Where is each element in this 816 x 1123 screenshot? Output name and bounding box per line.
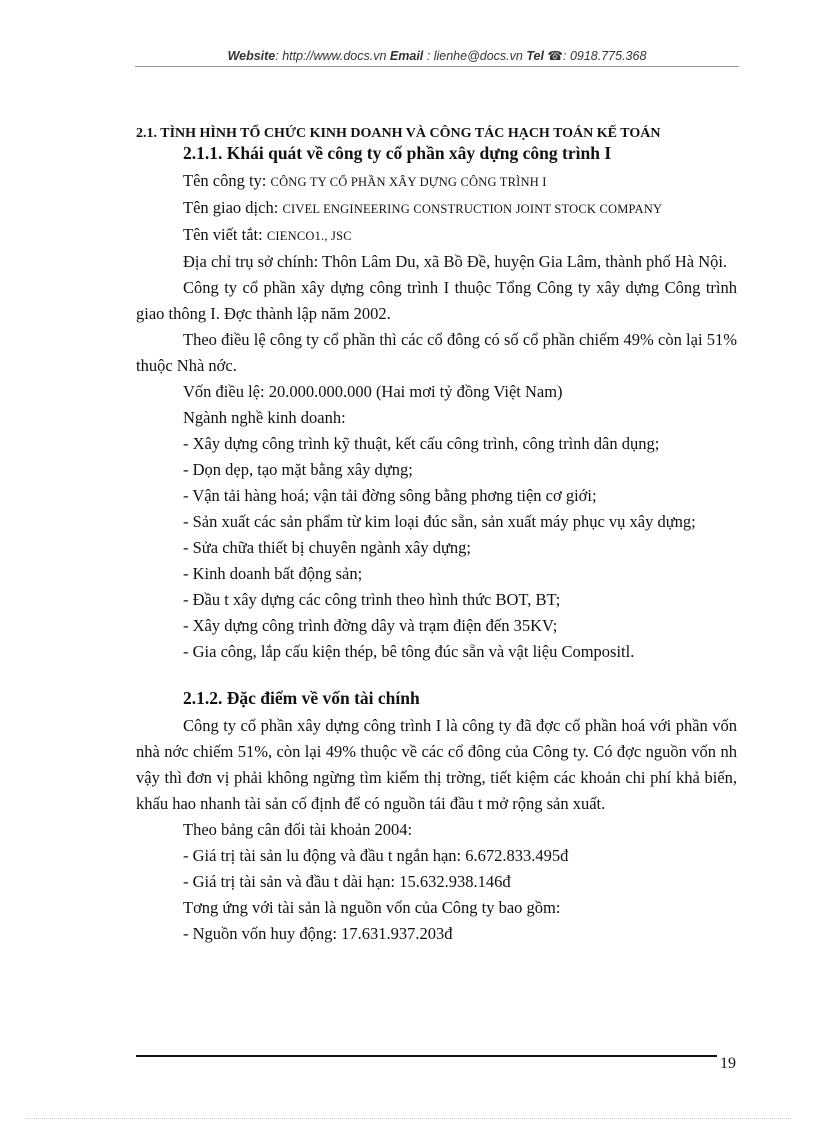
page-number: 19 <box>720 1055 736 1072</box>
sources-intro: Tơng ứng với tài sản là nguồn vốn của Công ty bao gồm: <box>183 898 561 917</box>
subsection-title-financial-capital: 2.1.2. Đặc điểm về vốn tài chính <box>183 688 420 708</box>
trade-name-label: Tên giao dịch: <box>183 198 283 217</box>
website-value: : http://www.docs.vn <box>275 49 387 63</box>
belongs-paragraph: Công ty cổ phần xây dựng công trình I thuộc Tổng Công ty xây dựng Công trình giao thông I. Đợc thành lập năm 2002. <box>136 278 737 323</box>
address-paragraph: Địa chỉ trụ sở chính: Thôn Lâm Du, xã Bồ Đề, huyện Gia Lâm, thành phố Hà Nội. <box>183 252 728 271</box>
trade-name-value: CIVEL ENGINEERING CONSTRUCTION JOINT STOCK COMPANY <box>282 202 663 216</box>
short-name-line <box>136 222 737 249</box>
charter-paragraph: Theo điều lệ công ty cổ phần thì các cổ đông có số cổ phần chiếm 49% còn lại 51% thuộc Nhà nớc. <box>136 330 737 375</box>
list-item: - Dọn dẹp, tạo mặt bằng xây dựng; <box>183 460 413 479</box>
website-label: Website <box>227 49 276 63</box>
email-label: Email <box>389 49 424 63</box>
list-item: - Sản xuất các sản phẩm từ kim loại đúc sẵn, sản xuất máy phục vụ xây dựng; <box>183 512 696 531</box>
list-item: - Xây dựng công trình kỹ thuật, kết cấu công trình, công trình dân dụng; <box>183 434 660 453</box>
charter-capital: Vốn điều lệ: 20.000.000.000 (Hai mơi tỷ đồng Việt Nam) <box>183 382 563 401</box>
subsection-title-company-overview: 2.1.1. Khái quát về công ty cổ phần xây dựng công trình I <box>183 143 612 163</box>
list-item: - Giá trị tài sản lu động và đầu t ngắn hạn: 6.672.833.495đ <box>183 846 569 865</box>
footer-divider <box>136 1055 717 1057</box>
header-divider <box>135 66 739 67</box>
page-header <box>135 48 739 63</box>
phone-icon: ☎ <box>547 49 563 63</box>
list-item: - Xây dựng công trình đờng dây và trạm điện đến 35KV; <box>183 616 558 635</box>
balance-intro: Theo bảng cân đối tài khoản 2004: <box>183 820 413 839</box>
list-item: - Sửa chữa thiết bị chuyên ngành xây dựng; <box>183 538 472 557</box>
section-title: 2.1. TÌNH HÌNH TỔ CHỨC KINH DOANH VÀ CÔNG TÁC HẠCH TOÁN KẾ TOÁN <box>136 126 661 141</box>
list-item: - Đầu t xây dựng các công trình theo hình thức BOT, BT; <box>183 590 561 609</box>
list-item: - Nguồn vốn huy động: 17.631.937.203đ <box>183 924 453 943</box>
list-item: - Giá trị tài sản và đầu t dài hạn: 15.632.938.146đ <box>183 872 511 891</box>
list-item: - Gia công, lắp cấu kiện thép, bê tông đúc sẵn và vật liệu Compositl. <box>183 642 635 661</box>
email-value: : lienhe@docs.vn <box>426 49 523 63</box>
company-name-value: CÔNG TY CỔ PHẦN XÂY DỰNG CÔNG TRÌNH I <box>270 175 547 189</box>
tel-value: : 0918.775.368 <box>563 49 647 63</box>
short-name-label: Tên viết tắt: <box>183 225 267 244</box>
list-item: - Kinh doanh bất động sản; <box>183 564 363 583</box>
company-name-line <box>136 168 737 195</box>
page-bottom-border <box>25 1118 791 1119</box>
list-item: - Vận tải hàng hoá; vận tải đờng sông bằng phơng tiện cơ giới; <box>183 486 597 505</box>
trade-name-line <box>136 195 737 222</box>
company-name-label: Tên công ty: <box>183 171 271 190</box>
tel-label: Tel <box>526 49 544 63</box>
capital-paragraph: Công ty cổ phần xây dựng công trình I là công ty đã đợc cổ phần hoá với phần vốn nhà nớc chiếm 51%, còn lại 49% thuộc về các cổ đông của Công ty. Có đợc nguồn vốn nh vậy thì đơn vị phải không ngừng tìm kiếm thị trờng, tiết kiệm các khoản chi phí khả biến, khấu hao nhanh tài sản cố định để có nguồn tái đầu t mở rộng sản xuất. <box>136 716 737 813</box>
page-content <box>136 125 737 947</box>
short-name-value: CIENCO1., JSC <box>266 229 352 243</box>
business-lines-label: Ngành nghề kinh doanh: <box>183 408 346 427</box>
